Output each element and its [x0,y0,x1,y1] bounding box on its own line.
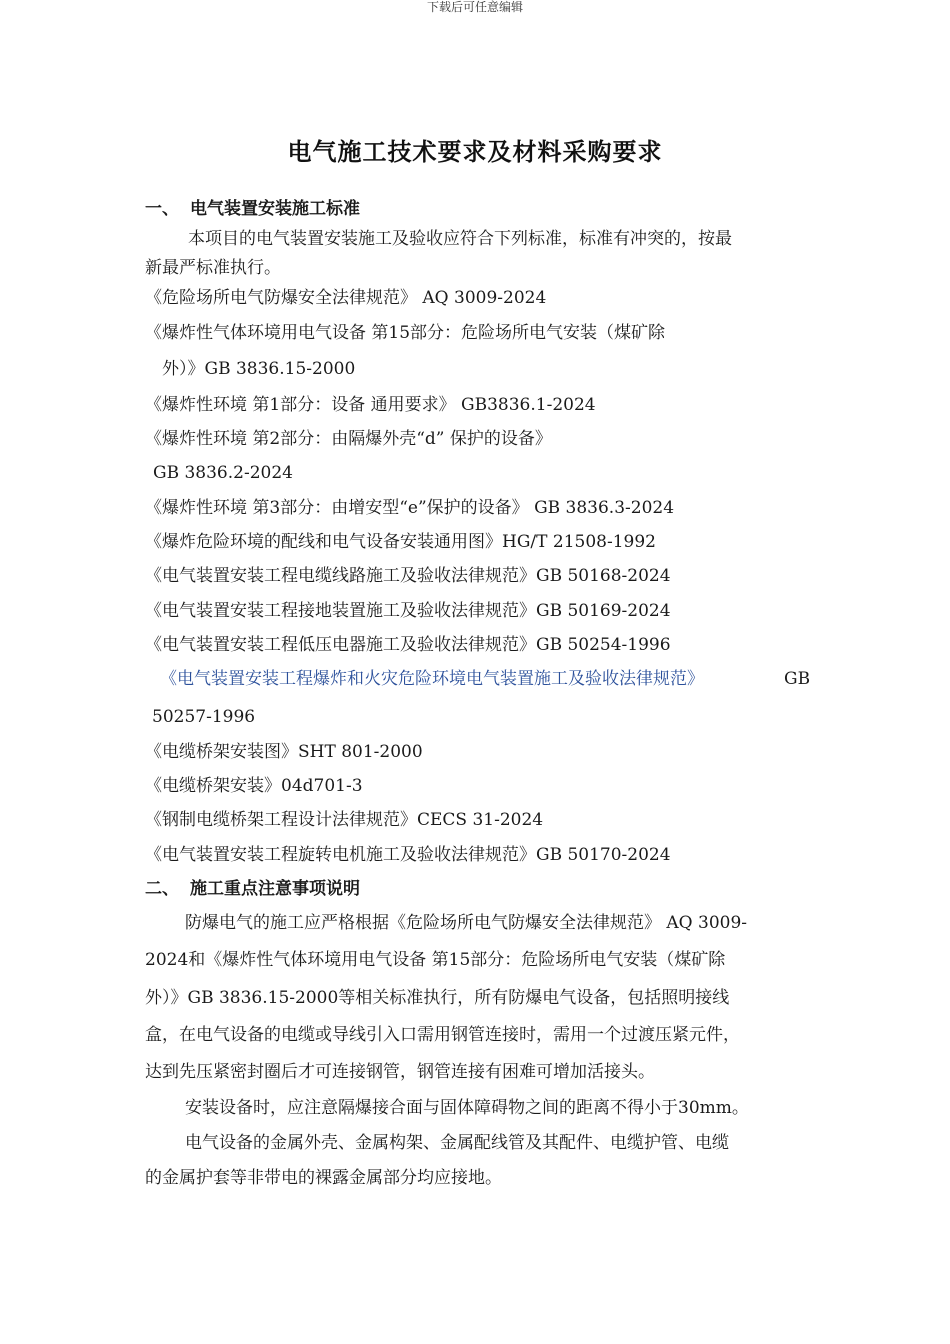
paragraph-line: 盒，在电气设备的电缆或导线引入口需用钢管连接时，需用一个过渡压紧元件， [145,1025,740,1045]
standard-item: 《电气装置安装工程接地装置施工及验收法律规范》GB 50169-2024 [145,601,671,621]
standard-item: 《电气装置安装工程旋转电机施工及验收法律规范》GB 50170-2024 [145,845,671,865]
section-2-heading [145,878,360,900]
section-1-title: 电气装置安装施工标准 [190,199,360,219]
section-1-heading [145,198,360,220]
section-1-number: 一、 [145,199,179,219]
standard-item: 《电缆桥架安装》04d701-3 [145,776,363,796]
standard-item-continuation: GB 3836.2-2024 [153,463,293,483]
standard-item: 《爆炸性环境 第2部分：由隔爆外壳“d” 保护的设备》 [145,429,552,449]
header-note: 下载后可任意编辑 [426,0,523,14]
standard-item: 《爆炸危险环境的配线和电气设备安装通用图》HG/T 21508-1992 [145,532,656,552]
paragraph-line: 电气设备的金属外壳、金属构架、金属配线管及其配件、电缆护管、电缆 [185,1133,729,1153]
section-1-intro-line-2: 新最严标准执行。 [145,258,281,278]
standard-item: 《电气装置安装工程电缆线路施工及验收法律规范》GB 50168-2024 [145,566,671,586]
standard-item: 《爆炸性环境 第3部分：由增安型“e”保护的设备》 GB 3836.3-2024 [145,498,675,518]
section-1-intro-line-1: 本项目的电气装置安装施工及验收应符合下列标准，标准有冲突的，按最 [188,229,732,249]
paragraph-line: 防爆电气的施工应严格根据《危险场所电气防爆安全法律规范》 AQ 3009- [185,913,748,933]
standard-item: 《爆炸性环境 第1部分：设备 通用要求》 GB3836.1-2024 [145,395,596,415]
paragraph-line: 的金属护套等非带电的裸露金属部分均应接地。 [145,1168,502,1188]
paragraph-line: 安装设备时，应注意隔爆接合面与固体障碍物之间的距离不得小于30mm。 [185,1098,749,1118]
standard-item-code-prefix: GB [784,669,811,689]
standard-item-continuation: 50257-1996 [152,707,256,727]
document-title: 电气施工技术要求及材料采购要求 [287,138,663,166]
standard-item: 《危险场所电气防爆安全法律规范》 AQ 3009-2024 [145,288,547,308]
standard-item: 《电气装置安装工程低压电器施工及验收法律规范》GB 50254-1996 [145,635,671,655]
paragraph-line: 外）》GB 3836.15-2000等相关标准执行，所有防爆电气设备，包括照明接线 [145,988,730,1008]
section-2-title: 施工重点注意事项说明 [190,879,360,899]
standard-item: 《电缆桥架安装图》SHT 801-2000 [145,742,423,762]
standard-item-highlighted: 《电气装置安装工程爆炸和火灾危险环境电气装置施工及验收法律规范》 [160,669,704,689]
paragraph-line: 2024和《爆炸性气体环境用电气设备 第15部分：危险场所电气安装（煤矿除 [145,950,726,970]
paragraph-line: 达到先压紧密封圈后才可连接钢管，钢管连接有困难可增加活接头。 [145,1062,655,1082]
section-2-number: 二、 [145,879,179,899]
standard-item: 《爆炸性气体环境用电气设备 第15部分：危险场所电气安装（煤矿除 [145,323,666,343]
standard-item-continuation: 外）》GB 3836.15-2000 [162,359,356,379]
standard-item: 《钢制电缆桥架工程设计法律规范》CECS 31-2024 [145,810,544,830]
